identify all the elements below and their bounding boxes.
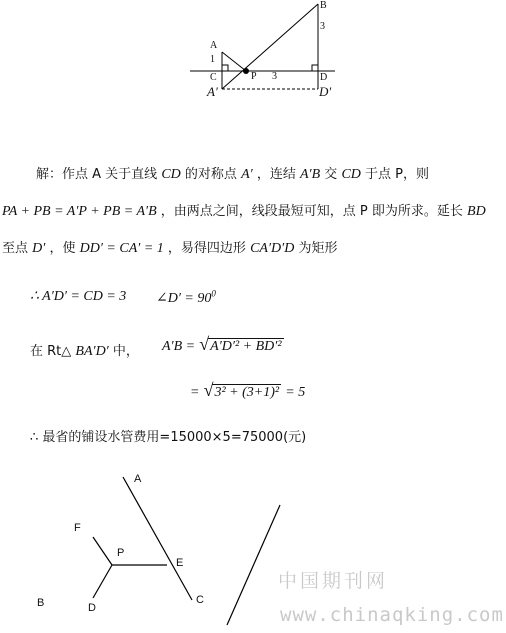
math-cd: CD xyxy=(161,167,181,182)
text: 于点 P，则 xyxy=(365,167,430,182)
math-degree-sup: 0 xyxy=(211,288,216,298)
label-ac-length: 1 xyxy=(210,54,215,65)
math-d-prime: D′ xyxy=(32,241,46,256)
label-c: C xyxy=(210,72,217,83)
text: ，连结 xyxy=(256,167,296,182)
text: 最省的铺设水管费用=15000×5=75000(元) xyxy=(42,430,307,445)
label-d-prime: D′ xyxy=(319,84,332,99)
text: ，易得四边形 xyxy=(167,241,246,256)
text: ，由两点之间，线段最短可知，点 P 即为所求。延长 xyxy=(160,204,463,219)
math-a-prime-b-eq: A′B = xyxy=(162,339,196,354)
text: 的对称点 xyxy=(184,167,237,182)
label-pd-length: 3 xyxy=(272,71,277,82)
label-a: A xyxy=(210,40,218,51)
label-bd-length: 3 xyxy=(320,21,325,32)
math-cd: CD xyxy=(341,167,361,182)
math-equals: = xyxy=(190,385,200,400)
label-a-prime: A′ xyxy=(207,84,218,99)
math-radicand: A′D′² + BD′² xyxy=(210,339,282,354)
label-e: E xyxy=(176,557,184,569)
label-d: D xyxy=(320,72,328,83)
label-p: P xyxy=(251,71,257,82)
therefore-symbol: ∴ xyxy=(30,430,39,445)
segment-pf xyxy=(93,537,112,565)
math-a-prime: A′ xyxy=(241,167,253,182)
radical-sign: √ xyxy=(203,380,214,400)
math-a-prime-b: A′B xyxy=(299,167,321,182)
label-d: D xyxy=(88,602,96,614)
watermark-url: www.chinaqking.com xyxy=(280,604,504,626)
math-rectangle: CA′D′D xyxy=(250,241,295,256)
text: ，使 xyxy=(49,241,76,256)
watermark-cn: 中国期刊网 xyxy=(278,570,389,592)
label-a: A xyxy=(134,473,142,485)
text: 在 Rt△ xyxy=(30,344,72,359)
text: 交 xyxy=(324,167,338,182)
radical-sign: √ xyxy=(199,334,210,354)
text: 为矩形 xyxy=(298,241,338,256)
math-result: = 5 xyxy=(285,385,306,400)
math-dd-prime: DD′ = CA′ = 1 xyxy=(79,241,164,256)
text: 至点 xyxy=(2,241,29,256)
label-b: B xyxy=(37,597,45,609)
math-a-prime-d-prime: ∴ A′D′ = CD = 3 xyxy=(30,289,127,304)
math-triangle: BA′D′ xyxy=(75,344,109,359)
math-bd: BD xyxy=(467,204,486,219)
math-angle-text: ∠D′ = 90 xyxy=(156,290,212,306)
line-ac xyxy=(123,477,192,600)
label-b: B xyxy=(320,0,327,11)
text: 中， xyxy=(112,344,139,359)
math-pa-pb: PA + PB = A′P + PB = A′B xyxy=(2,204,157,219)
label-p: P xyxy=(117,547,125,559)
segment-pd xyxy=(93,565,112,598)
math-radicand: 3² + (3+1)² xyxy=(214,385,280,400)
river-line xyxy=(227,505,280,625)
text: 解：作点 A 关于直线 xyxy=(36,167,158,182)
label-c: C xyxy=(196,594,204,606)
label-f: F xyxy=(74,522,81,534)
